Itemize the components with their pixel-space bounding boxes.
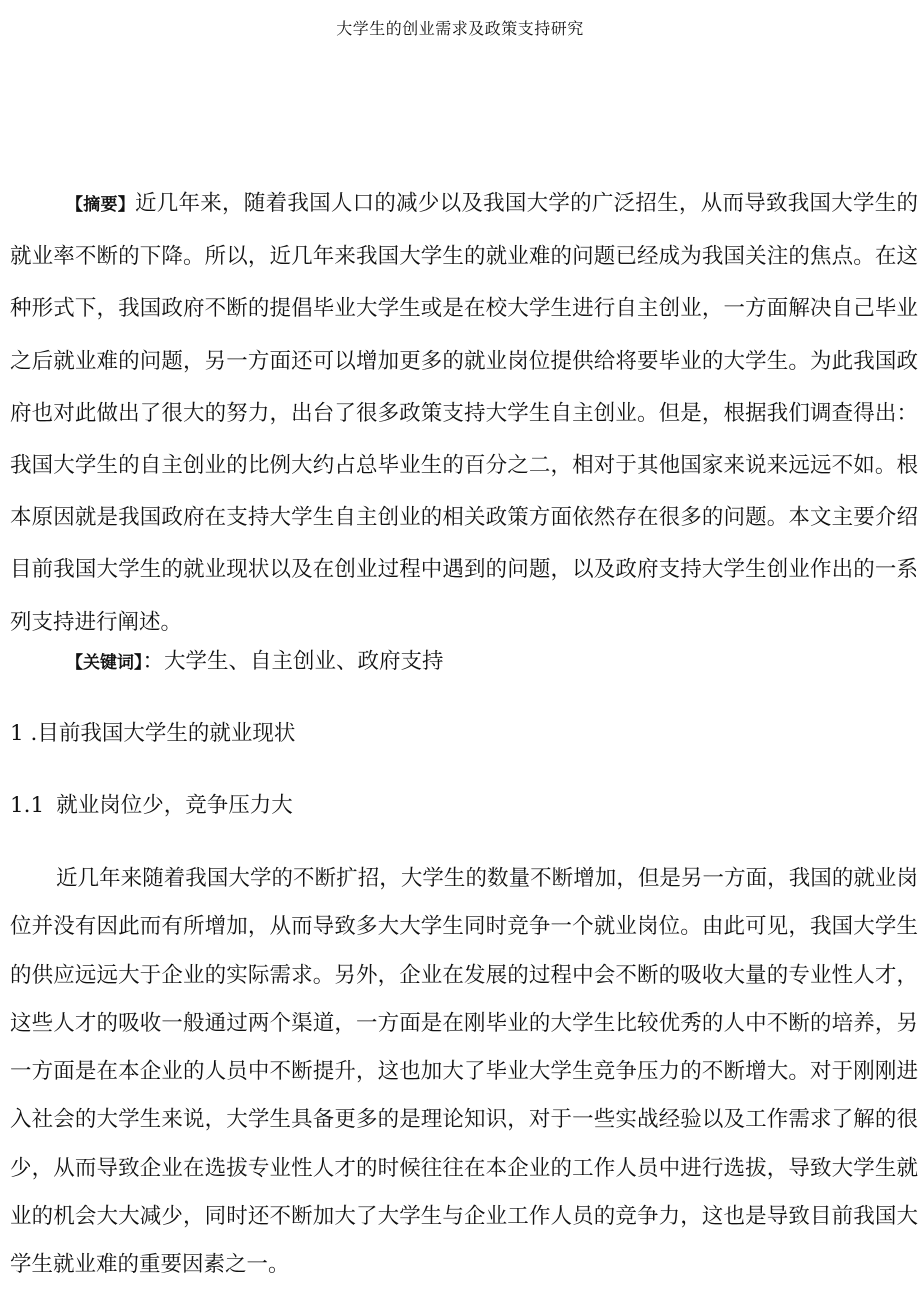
section-1-1-title: 就业岗位少，竞争压力大 — [56, 793, 293, 818]
keywords-line — [66, 642, 906, 683]
keywords-text: ：大学生、自主创业、政府支持 — [142, 649, 444, 674]
section-1-1-heading — [10, 786, 293, 826]
document-title: 大学生的创业需求及政策支持研究 — [336, 19, 584, 38]
keywords-label: 【关键词】 — [66, 653, 143, 673]
section-1-1-number: 1.1 — [10, 793, 45, 818]
abstract-paragraph — [10, 178, 918, 649]
abstract-text: 近几年来，随着我国人口的减少以及我国大学的广泛招生，从而导致我国大学生的就业率不断的下降。所以，近几年来我国大学生的就业难的问题已经成为我国关注的焦点。在这种形式下，我国政府不断的提倡毕业大学生或是在校大学生进行自主创业，一方面解决自己毕业之后就业难的问题，另一方面还可以增加更多的就业岗位提供给将要毕业的大学生。为此我国政府也对此做出了很大的努力，出台了很多政策支持大学生自主创业。但是，根据我们调查得出：我国大学生的自主创业的比例大约占总毕业生的百分之二，相对于其他国家来说来远远不如。根本原因就是我国政府在支持大学生自主创业的相关政策方面依然存在很多的问题。本文主要介绍目前我国大学生的就业现状以及在创业过程中遇到的问题，以及政府支持大学生创业作出的一系列支持进行阐述。 — [10, 191, 918, 635]
section-1-1-paragraph: 近几年来随着我国大学的不断扩招，大学生的数量不断增加，但是另一方面，我国的就业岗位并没有因此而有所增加，从而导致多大大学生同时竞争一个就业岗位。由此可见，我国大学生的供应远远大于企业的实际需求。另外，企业在发展的过程中会不断的吸收大量的专业性人才，这些人才的吸收一般通过两个渠道，一方面是在刚毕业的大学生比较优秀的人中不断的培养，另一方面是在本企业的人员中不断提升，这也加大了毕业大学生竞争压力的不断增大。对于刚刚进入社会的大学生来说，大学生具备更多的是理论知识，对于一些实战经验以及工作需求了解的很少，从而导致企业在选拔专业性人才的时候往往在本企业的工作人员中进行选拔，导致大学生就业的机会大大减少，同时还不断加大了大学生与企业工作人员的竞争力，这也是导致目前我国大学生就业难的重要因素之一。 — [10, 866, 918, 1278]
abstract-label: 【摘要】 — [66, 195, 136, 215]
section-1-heading: 1 .目前我国大学生的就业现状 — [10, 721, 296, 746]
